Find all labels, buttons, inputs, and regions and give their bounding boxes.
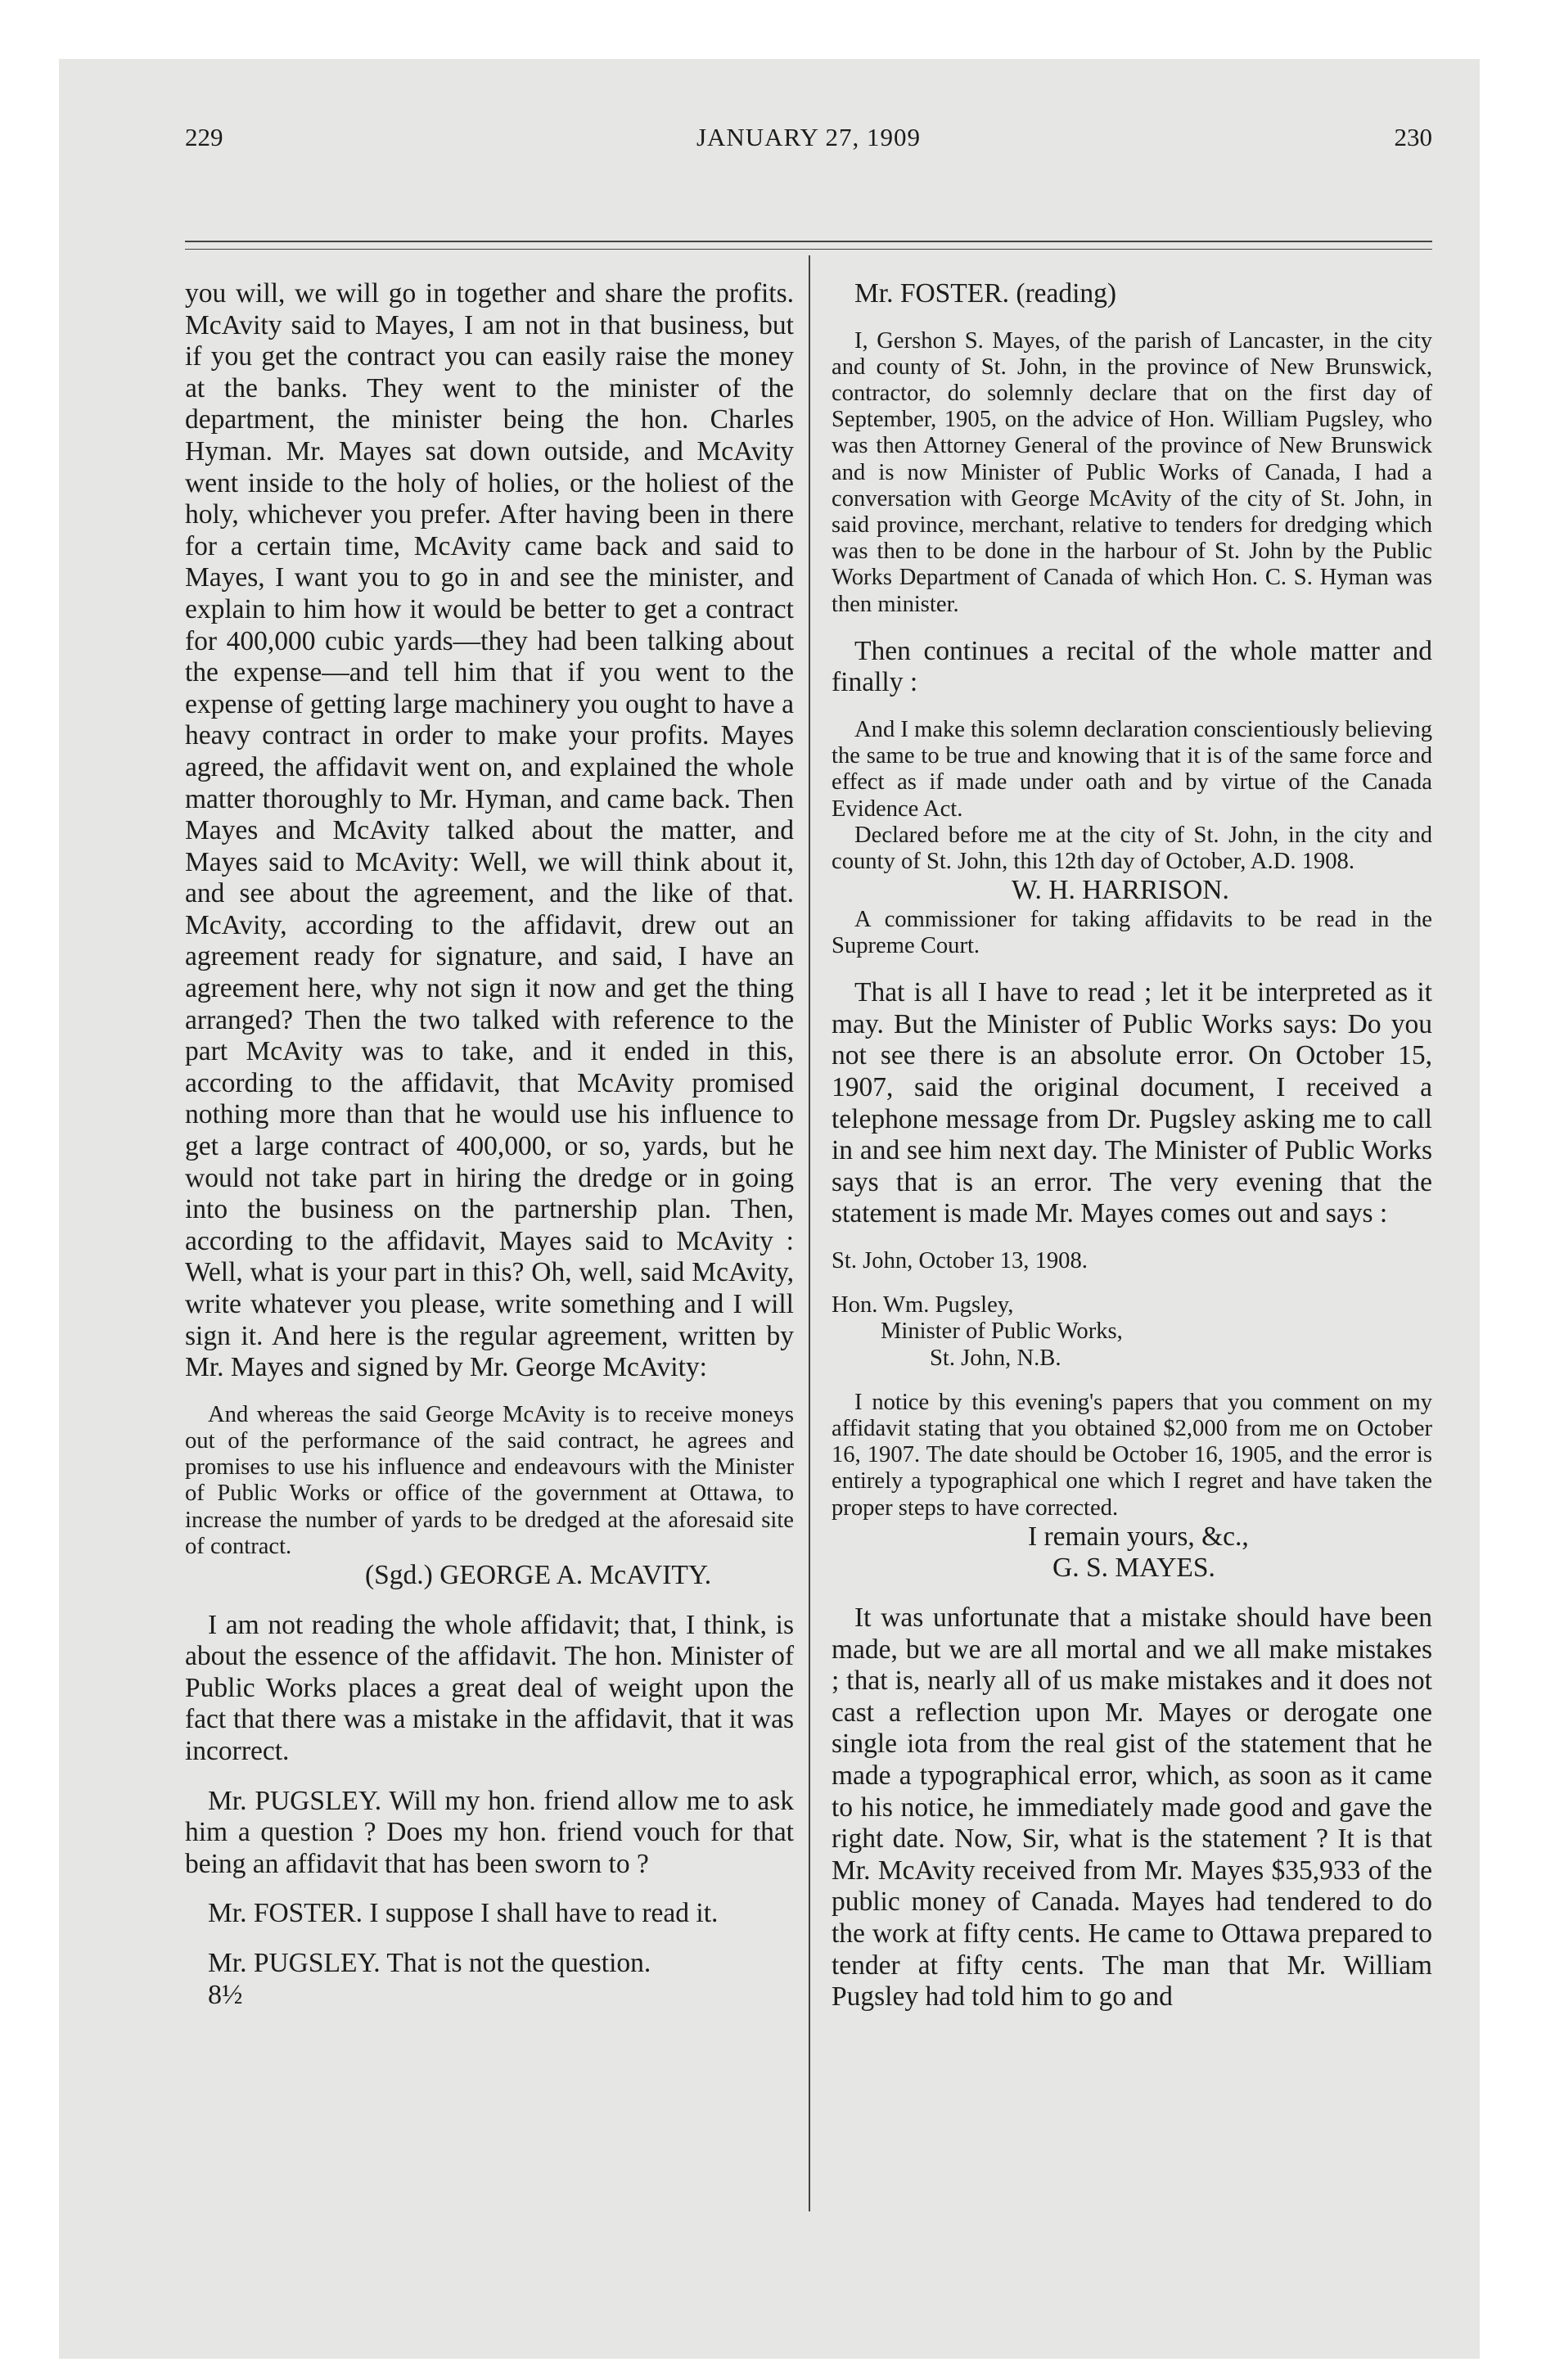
letter-address-3: St. John, N.B.: [930, 1345, 1061, 1371]
left-paragraph-4: Mr. FOSTER. I suppose I shall have to read it.: [208, 1898, 719, 1929]
right-quote-declared: Declared before me at the city of St. John, in the city and county of St. John, this 12th day of October, A.D. 1908.: [832, 822, 1432, 875]
left-paragraph-5: Mr. PUGSLEY. That is not the question.: [208, 1947, 651, 1978]
left-column: [185, 278, 794, 2011]
running-header: [185, 123, 1432, 172]
letter-address-1: Hon. Wm. Pugsley,: [832, 1292, 1014, 1318]
right-paragraph-2: Then continues a recital of the whole matter and finally :: [832, 635, 1432, 698]
left-page-number: 229: [185, 123, 223, 151]
letter-body: I notice by this evening's papers that you comment on my affidavit stating that you obtained $2,000 from me on October 16, 1907. The date should be October 16, 1905, and the error is entirely a typographical one which I regret and have taken the proper steps to have corrected.: [832, 1389, 1432, 1521]
right-quote-declaration: I, Gershon S. Mayes, of the parish of Lancaster, in the city and county of St. John, in the province of New Brunswick, contractor, do solemnly declare that on the first day of September, 1905, on the advice of Hon. William Pugsley, who was then Attorney General of the province of New Brunswick and is now Minister of Public Works of Canada, I had a conversation with George McAvity of the city of St. John, in said province, merchant, relative to tenders for dredging which was then to be done in the harbour of St. John by the Public Works Department of Canada of which Hon. C. S. Hyman was then minister.: [832, 327, 1432, 617]
column-divider: [809, 255, 810, 2211]
right-quote-solemn: And I make this solemn declaration conscientiously believing the same to be true and knowing that it is of the same force and effect as if made under oath and by virtue of the Canada Evidence Act.: [832, 717, 1432, 822]
right-quote-signature: W. H. HARRISON.: [1012, 875, 1229, 906]
right-page-number: 230: [1394, 123, 1432, 151]
letter-date: St. John, October 13, 1908.: [832, 1247, 1088, 1273]
left-paragraph-3: Mr. PUGSLEY. Will my hon. friend allow me to ask him a question ? Does my hon. friend vouch for that being an affidavit that has been sworn to ?: [185, 1785, 794, 1879]
letter-address-2: Minister of Public Works,: [881, 1318, 1123, 1345]
right-column: [832, 278, 1432, 2013]
left-paragraph-1: you will, we will go in together and share the profits. McAvity said to Mayes, I am not in that business, but if you get the contract you can easily raise the money at the banks. They went to the minister of the department, the minister being the hon. Charles Hyman. Mr. Mayes sat down outside, and McAvity went inside to the holy of holies, or the holiest of the holy, whichever you prefer. After having been in there for a certain time, McAvity came back and said to Mayes, I want you to go in and see the minister, and explain to him how it would be better to get a contract for 400,000 cubic yards—they had been talking about the expense—and tell him that if you went to the expense of getting large machinery you ought to have a heavy contract in order to make your profits. Mayes agreed, the affidavit went on, and explained the whole matter thoroughly to Mr. Hyman, and came back. Then Mayes and McAvity talked about the matter, and Mayes said to McAvity: Well, we will think about it, and see about the agreement, and the like of that. McAvity, according to the affidavit, drew out an agreement ready for signature, and said, I have an agreement here, why not sign it now and get the thing arranged? Then the two talked with reference to the part McAvity was to take, and it ended in this, according to the affidavit, that McAvity promised nothing more than that he would use his influence to get a large contract of 400,000, or so, yards, but he would not take part in hiring the dredge or in going into the business on the partnership plan. Then, according to the affidavit, Mayes said to McAvity : Well, what is your part in this? Oh, well, said McAvity, write whatever you please, write something and I will sign it. And here is the regular agreement, written by Mr. Mayes and signed by Mr. George McAvity:: [185, 278, 794, 1383]
left-quote-signature: (Sgd.) GEORGE A. McAVITY.: [365, 1560, 712, 1590]
folio-number: 8½: [208, 1979, 243, 2010]
scanned-page: [59, 59, 1480, 2359]
header-rule: [185, 241, 1432, 242]
left-quote-agreement: And whereas the said George McAvity is to receive moneys out of the performance of the said contract, he agrees and promises to use his influence and endeavours with the Minister of Public Works or office of the government at Ottawa, to increase the number of yards to be dredged at the aforesaid site of contract.: [185, 1401, 794, 1559]
letter-closing: I remain yours, &c.,: [1028, 1521, 1249, 1552]
right-paragraph-4: It was unfortunate that a mistake should have been made, but we are all mortal and we all make mistakes ; that is, nearly all of us make mistakes and it does not cast a reflection upon Mr. Mayes or derogate one single iota from the real gist of the statement that he made a typographical error, which, as soon as it came to his notice, he immediately made good and gave the right date. Now, Sir, what is the statement ? It is that Mr. McAvity received from Mr. Mayes $35,933 of the public money of Canada. Mayes had tendered to do the work at fifty cents. He came to Ottawa prepared to tender at fifty cents. The man that Mr. William Pugsley had told him to go and: [832, 1602, 1432, 2013]
hansard-page: [185, 59, 1432, 2269]
header-date: JANUARY 27, 1909: [696, 123, 922, 151]
right-paragraph-3: That is all I have to read ; let it be interpreted as it may. But the Minister of Public Works says: Do you not see there is an absolute error. On October 15, 1907, said the original document, I received a telephone message from Dr. Pugsley asking me to call in and see him next day. The Minister of Public Works says that is an error. The very evening that the statement is made Mr. Mayes comes out and says :: [832, 977, 1432, 1229]
header-rule-thin: [185, 249, 1432, 250]
left-paragraph-2: I am not reading the whole affidavit; that, I think, is about the essence of the affidavit. The hon. Minister of Public Works places a great deal of weight upon the fact that there was a mistake in the affidavit, that it was incorrect.: [185, 1609, 794, 1766]
right-quote-commissioner: A commissioner for taking affidavits to be read in the Supreme Court.: [832, 906, 1432, 959]
letter-signature: G. S. MAYES.: [1052, 1553, 1215, 1584]
right-paragraph-1: Mr. FOSTER. (reading): [854, 278, 1117, 309]
